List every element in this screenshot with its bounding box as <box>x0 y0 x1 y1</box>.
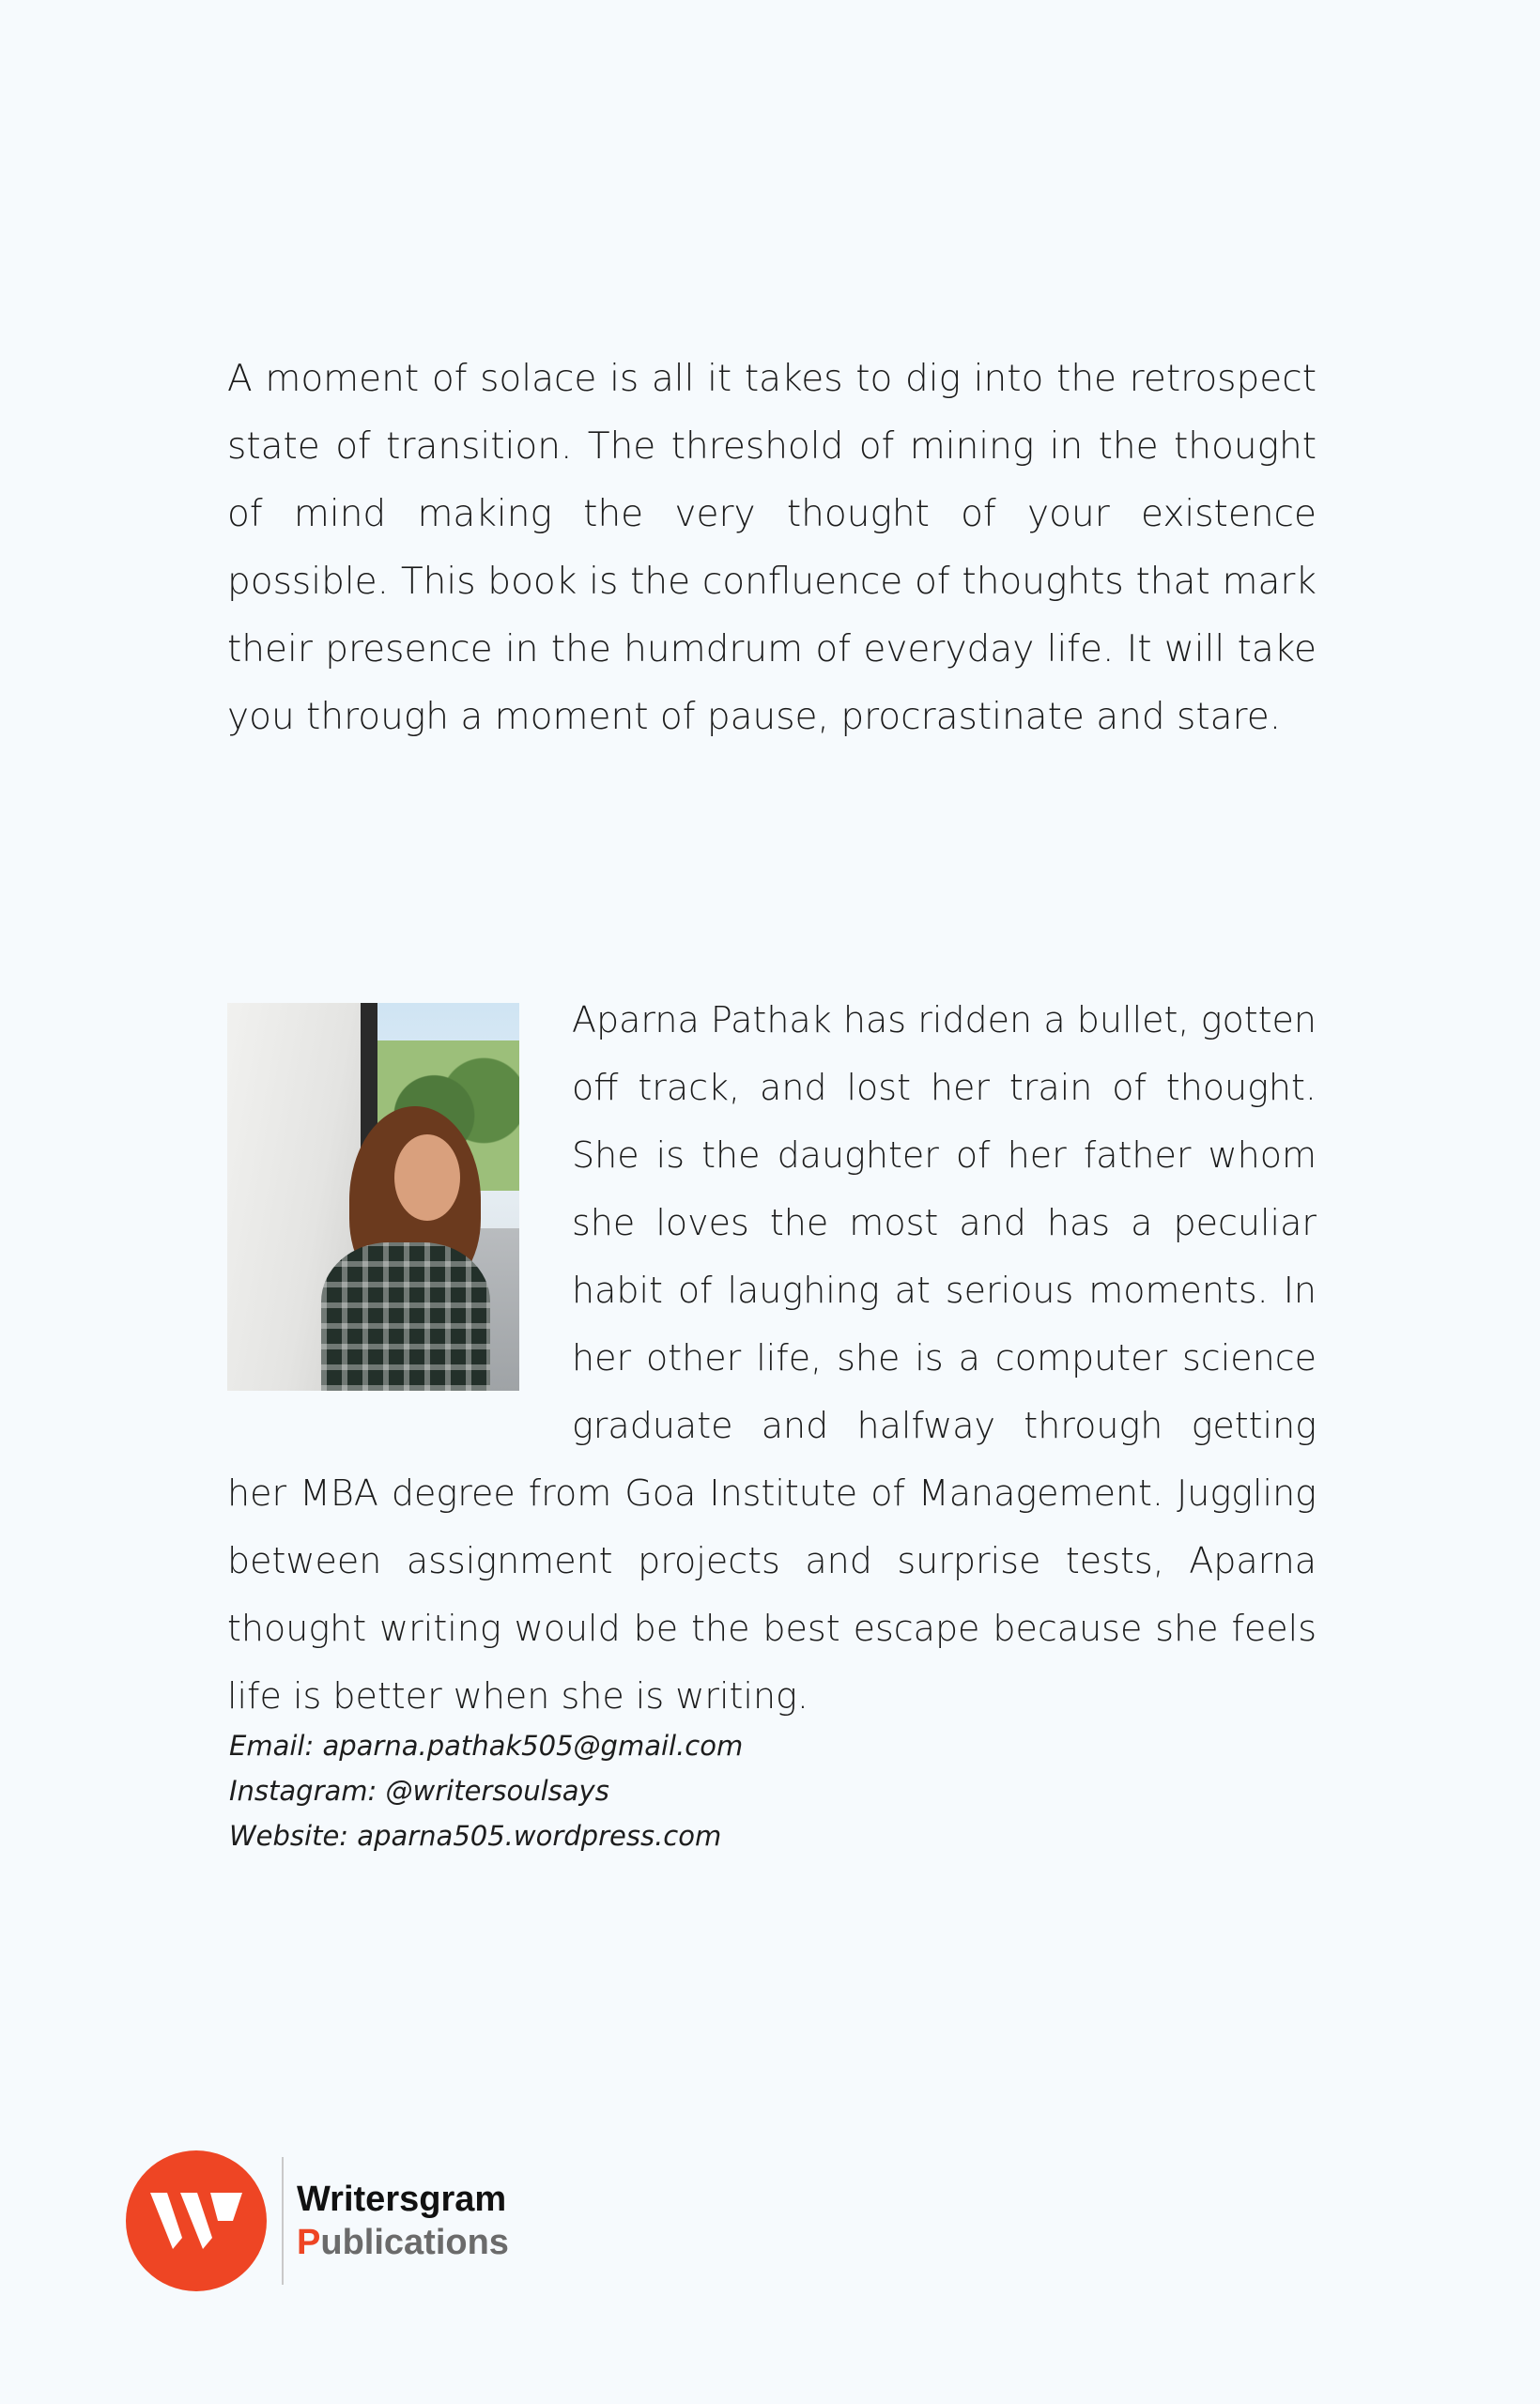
author-photo <box>227 1003 519 1391</box>
contact-website: Website: aparna505.wordpress.com <box>229 1820 722 1852</box>
publisher-name-line1: Writersgram <box>297 2180 507 2219</box>
publisher-name-line2 <box>297 2221 509 2264</box>
author-bio <box>227 986 1317 1730</box>
publisher-logo <box>126 2150 509 2291</box>
publisher-name <box>297 2178 509 2264</box>
publisher-name-rest: ublications <box>320 2223 509 2262</box>
contact-instagram: Instagram: @writersoulsays <box>229 1775 609 1807</box>
contact-email: Email: aparna.pathak505@gmail.com <box>229 1730 744 1762</box>
logo-divider <box>282 2157 284 2285</box>
author-bio-text: Aparna Pathak has ridden a bullet, gotten off track, and lost her train of thought. She is the daughter of her father whom she loves the most and has a peculiar habit of laughing at serious moments. In her other life, she is a computer science graduate and halfway through getting her MBA degree from Goa Institute of Management. Juggling between assignment projects and surprise tests, Aparna thought writing would be the best escape because she feels life is better when she is writing. <box>227 999 1317 1717</box>
book-blurb: A moment of solace is all it takes to dig into the retrospect state of transition. The threshold of mining in the thought of mind making the very thought of your existence possible. This book is the confluence of thoughts that mark their presence in the humdrum of everyday life. It will take you through a moment of pause, procrastinate and stare. <box>227 358 1317 738</box>
publisher-name-initial: P <box>297 2223 321 2262</box>
author-contacts <box>229 1723 743 1858</box>
publisher-w-icon <box>126 2150 267 2291</box>
